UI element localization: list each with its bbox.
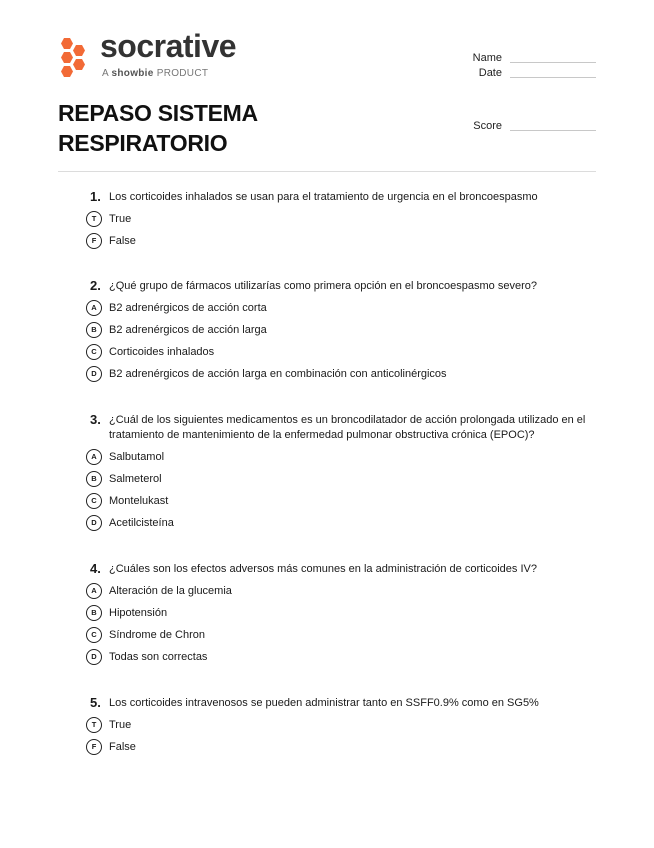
option-letter-badge: C <box>86 344 102 360</box>
option-text: Acetilcisteína <box>109 517 174 529</box>
answer-option[interactable] <box>86 583 586 605</box>
answer-option[interactable] <box>86 605 586 627</box>
answer-option[interactable] <box>86 739 586 761</box>
page-title <box>58 98 258 158</box>
option-letter-badge: D <box>86 366 102 382</box>
option-text: True <box>109 719 132 731</box>
title-line-2: RESPIRATORIO <box>58 130 228 156</box>
question-text: Los corticoides intravenosos se pueden administrar tanto en SSFF0.9% como en SG5% <box>109 697 539 709</box>
question-2 <box>86 279 586 388</box>
option-text: Corticoides inhalados <box>109 346 215 358</box>
option-letter-badge: F <box>86 233 102 249</box>
question-text: Los corticoides inhalados se usan para el tratamiento de urgencia en el broncoespasmo <box>109 191 538 203</box>
option-letter-badge: T <box>86 211 102 227</box>
answer-option[interactable] <box>86 627 586 649</box>
tagline-brand: showbie <box>111 68 154 79</box>
answer-option[interactable] <box>86 515 586 537</box>
option-text: B2 adrenérgicos de acción corta <box>109 302 267 314</box>
question-5 <box>86 696 586 761</box>
question-header <box>86 413 586 443</box>
option-text: B2 adrenérgicos de acción larga en combinación con anticolinérgicos <box>109 368 447 380</box>
answer-option[interactable] <box>86 717 586 739</box>
option-letter-badge: B <box>86 471 102 487</box>
option-text: B2 adrenérgicos de acción larga <box>109 324 267 336</box>
question-header <box>86 190 586 205</box>
tagline-prefix: A <box>102 68 109 79</box>
question-text: ¿Cuáles son los efectos adversos más comunes en la administración de corticoides IV? <box>109 563 537 575</box>
answer-option[interactable] <box>86 366 586 388</box>
brand-tagline <box>102 68 208 79</box>
option-letter-badge: D <box>86 649 102 665</box>
option-text: Todas son correctas <box>109 651 208 663</box>
answer-option[interactable] <box>86 493 586 515</box>
question-text: ¿Cuál de los siguientes medicamentos es un broncodilatador de acción prolongada utilizado en el tratamiento de mantenimiento de la enfermedad pulmonar obstructiva crónica (EPOC)? <box>109 414 586 441</box>
option-text: Salbutamol <box>109 451 165 463</box>
answer-option[interactable] <box>86 300 586 322</box>
date-label: Date <box>478 67 502 79</box>
header-divider <box>58 171 596 172</box>
option-text: False <box>109 741 136 753</box>
answer-option[interactable] <box>86 344 586 366</box>
answer-option[interactable] <box>86 233 586 255</box>
answer-option[interactable] <box>86 449 586 471</box>
option-text: True <box>109 213 132 225</box>
question-number: 3. <box>90 412 101 427</box>
option-text: Síndrome de Chron <box>109 629 205 641</box>
option-text: Hipotensión <box>109 607 168 619</box>
question-header <box>86 696 586 711</box>
question-1 <box>86 190 586 255</box>
question-number: 2. <box>90 278 101 293</box>
option-letter-badge: A <box>86 583 102 599</box>
option-letter-badge: A <box>86 300 102 316</box>
option-letter-badge: C <box>86 627 102 643</box>
question-number: 5. <box>90 695 101 710</box>
name-label: Name <box>472 52 502 64</box>
option-letter-badge: D <box>86 515 102 531</box>
answer-option[interactable] <box>86 322 586 344</box>
option-letter-badge: C <box>86 493 102 509</box>
hexagon-cluster-icon <box>56 36 96 80</box>
date-input-line[interactable] <box>510 77 596 78</box>
option-letter-badge: B <box>86 605 102 621</box>
question-text: ¿Qué grupo de fármacos utilizarías como primera opción en el broncoespasmo severo? <box>109 280 537 292</box>
tagline-suffix: PRODUCT <box>156 68 209 79</box>
answer-option[interactable] <box>86 211 586 233</box>
question-header <box>86 279 586 294</box>
option-text: Montelukast <box>109 495 169 507</box>
option-text: False <box>109 235 136 247</box>
answer-option[interactable] <box>86 649 586 671</box>
option-text: Alteración de la glucemia <box>109 585 232 597</box>
score-label: Score <box>473 120 502 132</box>
answer-option[interactable] <box>86 471 586 493</box>
option-letter-badge: B <box>86 322 102 338</box>
option-letter-badge: F <box>86 739 102 755</box>
question-number: 4. <box>90 561 101 576</box>
question-4 <box>86 562 586 671</box>
question-header <box>86 562 586 577</box>
option-text: Salmeterol <box>109 473 162 485</box>
title-line-1: REPASO SISTEMA <box>58 100 258 126</box>
name-input-line[interactable] <box>510 62 596 63</box>
score-input-line[interactable] <box>510 130 596 131</box>
question-3 <box>86 413 586 537</box>
option-letter-badge: T <box>86 717 102 733</box>
option-letter-badge: A <box>86 449 102 465</box>
brand-name: socrative <box>100 28 237 64</box>
question-number: 1. <box>90 189 101 204</box>
